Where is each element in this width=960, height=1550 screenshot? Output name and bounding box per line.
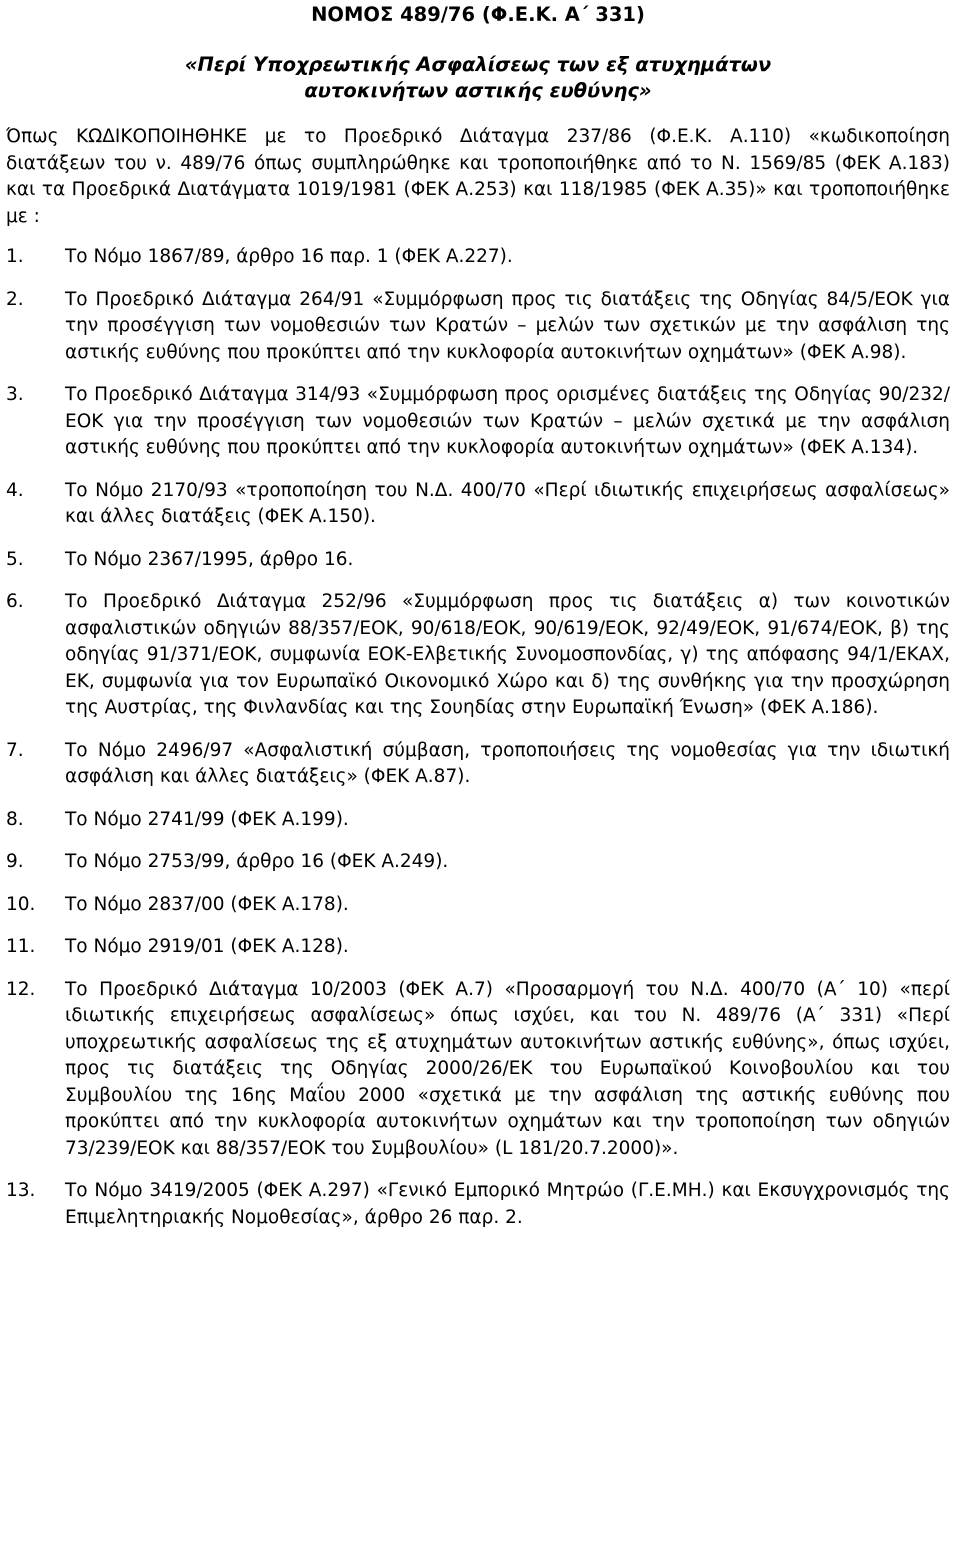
amendment-item-10 bbox=[6, 892, 950, 919]
item-text: Το Προεδρικό Διάταγμα 264/91 «Συμμόρφωση προς τις διατάξεις της Οδηγίας 84/5/ΕΟΚ για την προσέγγιση των νομοθεσιών των Κρατών – μελών των σχετικών με την ασφάλιση της αστικής ευθύνης που προκύπτει από την κυκλοφορία αυτοκινήτων οχημάτων» (ΦΕΚ Α.98). bbox=[65, 288, 950, 363]
amendment-item-12 bbox=[6, 977, 950, 1163]
intro-paragraph: Όπως ΚΩΔΙΚΟΠΟΙΗΘΗΚΕ με το Προεδρικό Διάταγμα 237/86 (Φ.Ε.Κ. Α.110) «κωδικοποίηση διατάξεων του ν. 489/76 όπως συμπληρώθηκε και τροποποιήθηκε από το Ν. 1569/85 (ΦΕΚ Α.183) και τα Προεδρικά Διατάγματα 1019/1981 (ΦΕΚ Α.253) και 118/1985 (ΦΕΚ Α.35)» και τροποποιήθηκε με : bbox=[6, 126, 950, 227]
item-number: 12. bbox=[6, 978, 36, 1000]
item-text: Το Νόμο 2741/99 (ΦΕΚ Α.199). bbox=[65, 808, 349, 830]
item-text: Το Νόμο 1867/89, άρθρο 16 παρ. 1 (ΦΕΚ Α.227). bbox=[65, 246, 513, 267]
item-number: 1. bbox=[6, 246, 24, 267]
amendment-item-9 bbox=[6, 849, 950, 876]
amendment-item-13 bbox=[6, 1178, 950, 1231]
item-text: Το Νόμο 2919/01 (ΦΕΚ Α.128). bbox=[65, 936, 349, 957]
amendment-item-8 bbox=[6, 807, 950, 834]
item-number: 11. bbox=[6, 936, 36, 957]
item-text: Το Νόμο 2170/93 «τροποποίηση του Ν.Δ. 400/70 «Περί ιδιωτικής επιχειρήσεως ασφαλίσεως» και άλλες διατάξεις (ΦΕΚ Α.150). bbox=[65, 479, 950, 527]
amendment-item-3 bbox=[6, 382, 950, 462]
item-number: 5. bbox=[6, 548, 24, 570]
item-number: 13. bbox=[6, 1180, 36, 1201]
item-text: Το Νόμο 2753/99, άρθρο 16 (ΦΕΚ Α.249). bbox=[65, 851, 449, 872]
amendment-item-11 bbox=[6, 934, 950, 961]
item-number: 10. bbox=[6, 893, 36, 915]
item-text: Το Νόμο 3419/2005 (ΦΕΚ Α.297) «Γενικό Εμπορικό Μητρώο (Γ.Ε.ΜΗ.) και Εκσυγχρονισμός της Επιμελητηριακής Νομοθεσίας», άρθρο 26 παρ. 2. bbox=[65, 1180, 950, 1228]
amendment-item-4 bbox=[6, 478, 950, 531]
item-number: 6. bbox=[6, 591, 24, 612]
item-number: 3. bbox=[6, 384, 24, 405]
amendment-item-7 bbox=[6, 738, 950, 791]
document-title: ΝΟΜΟΣ 489/76 (Φ.Ε.Κ. Α΄ 331) bbox=[311, 3, 645, 26]
subtitle-line-2: αυτοκινήτων αστικής ευθύνης» bbox=[304, 79, 652, 102]
item-number: 2. bbox=[6, 288, 24, 310]
item-text: Το Προεδρικό Διάταγμα 252/96 «Συμμόρφωση προς τις διατάξεις α) των κοινοτικών ασφαλιστικών οδηγιών 88/357/ΕΟΚ, 90/618/ΕΟΚ, 90/619/ΕΟΚ, 92/49/ΕΟΚ, 91/674/ΕΟΚ, β) της οδηγίας 91/371/ΕΟΚ, συμφωνία ΕΟΚ-Ελβετικής Συνομοσπονδίας, γ) της απόφασης 94/1/ΕΚΑΧ, ΕΚ, συμφωνία για τον Ευρωπαϊκό Οικονομικό Χώρο και δ) της συνθήκης για την προσχώρηση της Αυστρίας, της Φινλανδίας και της Σουηδίας στην Ευρωπαϊκή Ένωση» (ΦΕΚ Α.186). bbox=[65, 591, 950, 718]
item-text: Το Προεδρικό Διάταγμα 10/2003 (ΦΕΚ Α.7) «Προσαρμογή του Ν.Δ. 400/70 (Α΄ 10) «περί ιδιωτικής επιχειρήσεως ασφαλίσεως» όπως ισχύει, και του Ν. 489/76 (Α΄ 331) «Περί υποχρεωτικής ασφαλίσεως της εξ ατυχημάτων αυτοκινήτων αστικής ευθύνης», όπως ισχύει, προς τις διατάξεις της Οδηγίας 2000/26/ΕΚ του Ευρωπαϊκού Κοινοβουλίου και του Συμβουλίου της 16ης Μαΐου 2000 «σχετικά με την ασφάλιση της αστικής ευθύνης που προκύπτει από την κυκλοφορία αυτοκινήτων οχημάτων και την τροποποίηση των οδηγιών 73/239/ΕΟΚ και 88/357/ΕΟΚ του Συμβουλίου» (L 181/20.7.2000)». bbox=[65, 978, 950, 1159]
item-number: 9. bbox=[6, 851, 24, 872]
document-subtitle bbox=[6, 52, 950, 104]
amendment-item-2 bbox=[6, 287, 950, 367]
item-text: Το Νόμο 2837/00 (ΦΕΚ Α.178). bbox=[65, 893, 349, 915]
item-text: Το Νόμο 2367/1995, άρθρο 16. bbox=[65, 548, 354, 570]
item-text: Το Νόμο 2496/97 «Ασφαλιστική σύμβαση, τροποποιήσεις της νομοθεσίας για την ιδιωτική ασφάλιση και άλλες διατάξεις» (ΦΕΚ Α.87). bbox=[65, 739, 950, 787]
item-number: 8. bbox=[6, 808, 24, 830]
amendment-item-5 bbox=[6, 547, 950, 574]
item-number: 4. bbox=[6, 479, 24, 501]
item-number: 7. bbox=[6, 739, 24, 761]
subtitle-line-1: «Περί Υποχρεωτικής Ασφαλίσεως των εξ ατυχημάτων bbox=[184, 53, 772, 76]
amendment-item-6 bbox=[6, 589, 950, 722]
amendment-item-1 bbox=[6, 244, 950, 271]
item-text: Το Προεδρικό Διάταγμα 314/93 «Συμμόρφωση προς ορισμένες διατάξεις της Οδηγίας 90/232/ΕΟΚ για την προσέγγιση των νομοθεσιών των Κρατών – μελών σχετικά με την ασφάλιση αστικής ευθύνης που προκύπτει από την κυκλοφορία αυτοκινήτων οχημάτων» (ΦΕΚ Α.134). bbox=[65, 384, 950, 458]
